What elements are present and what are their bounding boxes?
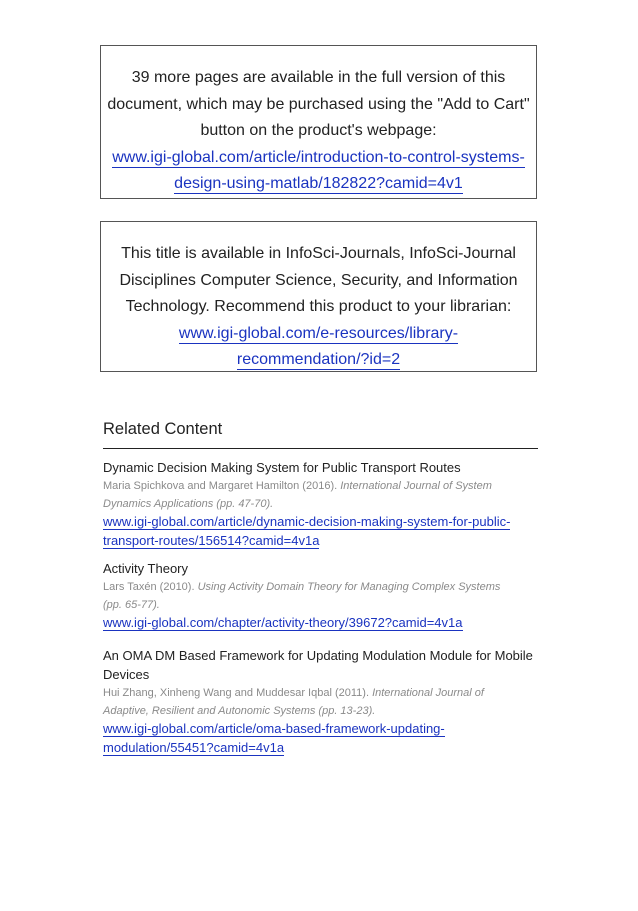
related-item-authors: Hui Zhang, Xinheng Wang and Muddesar Iqbal (2011). bbox=[103, 687, 373, 699]
library-recommendation-link[interactable]: recommendation/?id=2 bbox=[236, 351, 401, 368]
related-item bbox=[103, 559, 543, 633]
related-item bbox=[103, 458, 543, 550]
related-item bbox=[103, 646, 543, 757]
related-item-citation bbox=[103, 578, 543, 596]
related-item-title: An OMA DM Based Framework for Updating Modulation Module for Mobile bbox=[103, 648, 533, 663]
related-item-link[interactable]: transport-routes/156514?camid=4v1a bbox=[103, 532, 320, 548]
librarian-recommendation-box bbox=[100, 221, 537, 372]
purchase-notice-line: 39 more pages are available in the full version of this bbox=[131, 69, 506, 86]
purchase-notice-line: document, which may be purchased using the "Add to Cart" bbox=[107, 95, 530, 113]
related-item-authors: Lars Taxén (2010). bbox=[103, 581, 198, 593]
related-item-link[interactable]: www.igi-global.com/article/oma-based-framework-updating- bbox=[103, 721, 445, 736]
recommendation-line: This title is available in InfoSci-Journals, InfoSci-Journal bbox=[121, 245, 516, 262]
related-item-source: Dynamics Applications (pp. 47-70). bbox=[103, 498, 274, 510]
related-item-source: Adaptive, Resilient and Autonomic Systems (pp. 13-23). bbox=[103, 705, 376, 717]
related-item-title: Activity Theory bbox=[103, 561, 189, 576]
related-item-link[interactable]: www.igi-global.com/chapter/activity-theory/39672?camid=4v1a bbox=[103, 615, 463, 630]
related-item-source: Using Activity Domain Theory for Managing Complex Systems bbox=[197, 581, 501, 593]
related-item-citation bbox=[103, 684, 543, 702]
related-item-link[interactable]: www.igi-global.com/article/dynamic-decision-making-system-for-public- bbox=[103, 514, 511, 529]
related-item-title: Devices bbox=[103, 667, 150, 682]
related-item-title: Dynamic Decision Making System for Public Transport Routes bbox=[103, 460, 461, 475]
related-item-authors: Maria Spichkova and Margaret Hamilton (2016). bbox=[103, 480, 341, 492]
library-recommendation-link[interactable]: www.igi-global.com/e-resources/library- bbox=[178, 324, 459, 342]
related-item-source: International Journal of System bbox=[340, 480, 492, 492]
product-page-link[interactable]: www.igi-global.com/article/introduction-to-control-systems- bbox=[112, 148, 525, 166]
related-item-source: International Journal of bbox=[372, 687, 484, 699]
related-content-heading: Related Content bbox=[103, 420, 223, 438]
recommendation-line: Disciplines Computer Science, Security, and Information bbox=[119, 271, 518, 289]
recommendation-line: Technology. Recommend this product to your librarian: bbox=[125, 298, 512, 315]
related-item-link[interactable]: modulation/55451?camid=4v1a bbox=[103, 739, 285, 755]
purchase-notice-line: button on the product's webpage: bbox=[200, 122, 437, 139]
related-content-divider bbox=[103, 448, 538, 449]
related-item-citation bbox=[103, 477, 543, 495]
purchase-notice-box bbox=[100, 45, 537, 199]
related-item-source: (pp. 65-77). bbox=[103, 599, 160, 611]
product-page-link[interactable]: design-using-matlab/182822?camid=4v1 bbox=[174, 175, 463, 192]
